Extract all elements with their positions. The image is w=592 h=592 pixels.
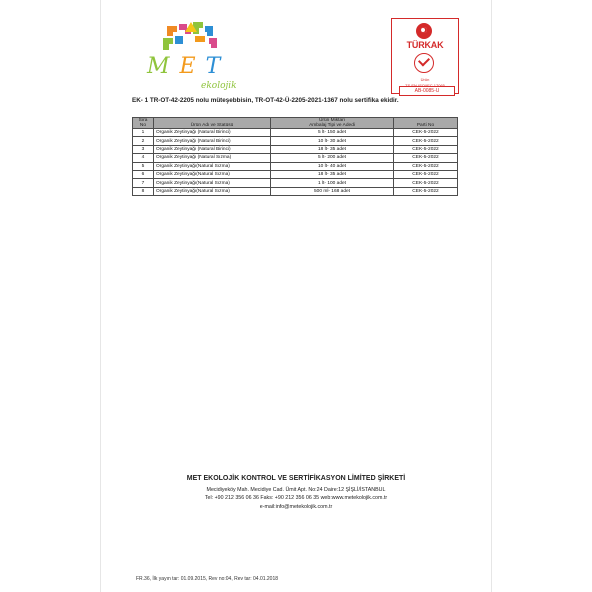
met-ekolojik-logo: [145, 18, 243, 91]
table-row: [133, 162, 458, 170]
cell-name: Organik Zeytinyağı(Natural Sızma): [154, 187, 271, 195]
table-row: [133, 187, 458, 195]
table-row: [133, 129, 458, 137]
table-row: [133, 170, 458, 178]
cell-qty: 500 ml- 168 adet: [271, 187, 394, 195]
logo-letter-m: M: [147, 54, 180, 79]
header-urun-adi: Ürün Adı ve Statüsü: [154, 118, 271, 129]
logo-letter-t: T: [205, 54, 231, 79]
badge-code: AB-0085-U: [399, 86, 455, 96]
company-address: Mecidiyeköy Mah. Mecidiye Cad. Ümit Apt. No:24 Daire:12 ŞİŞLİ/İSTANBUL: [206, 487, 386, 493]
cell-lot: CEK-5-2022: [394, 154, 458, 162]
cell-name: Organik Zeytinyağı (Natural Sızma): [154, 154, 271, 162]
logo-wordmark: [147, 54, 230, 79]
header-miktar-line1: Ürün Miktarı: [318, 118, 346, 123]
cell-no: 8: [133, 187, 154, 195]
logo-tagline: ekolojik: [201, 81, 237, 91]
cell-lot: CEK-5-2022: [394, 145, 458, 153]
cell-name: Organik Zeytinyağı (Natural Birinci): [154, 145, 271, 153]
badge-line-1: Ürün: [420, 77, 430, 82]
cell-no: 5: [133, 162, 154, 170]
cell-name: Organik Zeytinyağı (Natural Birinci): [154, 137, 271, 145]
document-heading: EK- 1 TR-OT-42-2205 nolu müteşebbisin, TR-OT-42-Ü-2205-2021-1367 nolu sertifika ekidir.: [132, 97, 399, 104]
checkmark-icon: [414, 53, 434, 73]
cell-no: 6: [133, 170, 154, 178]
cell-lot: CEK-5-2022: [394, 179, 458, 187]
cell-no: 4: [133, 154, 154, 162]
company-email: e-mail:info@metekolojik.com.tr: [259, 504, 333, 510]
cell-name: Organik Zeytinyağı(Natural Sızma): [154, 170, 271, 178]
cell-name: Organik Zeytinyağı(Natural Sızma): [154, 179, 271, 187]
cell-name: Organik Zeytinyağı (Natural Birinci): [154, 129, 271, 137]
product-table: [132, 117, 458, 196]
cell-no: 2: [133, 137, 154, 145]
turkish-flag-icon: [416, 23, 432, 39]
cell-lot: CEK-5-2022: [394, 129, 458, 137]
table-row: [133, 179, 458, 187]
cell-qty: 18 lt- 35 adet: [271, 145, 394, 153]
table-row: [133, 154, 458, 162]
cell-no: 1: [133, 129, 154, 137]
header-sira: [133, 118, 154, 129]
cell-qty: 5 lt- 200 adet: [271, 154, 394, 162]
cell-lot: CEK-5-2022: [394, 137, 458, 145]
cell-name: Organik Zeytinyağı(Natural Sızma): [154, 162, 271, 170]
header-miktar: [271, 118, 394, 129]
table-row: [133, 145, 458, 153]
badge-title: TÜRKAK: [406, 40, 444, 50]
cell-qty: 10 lt- 40 adet: [271, 162, 394, 170]
header-sira-line1: Sıra: [138, 118, 148, 123]
header-sira-line2: No: [139, 123, 147, 128]
table-header-row: [133, 118, 458, 129]
document-footer: FR.36, İlk yayın tar: 01.09.2015, Rev no:04, Rev tar: 04.01.2018: [136, 576, 279, 582]
company-name: MET EKOLOJİK KONTROL VE SERTİFİKASYON LİMİTED ŞİRKETİ: [186, 475, 406, 482]
cell-qty: 1 lt- 100 adet: [271, 179, 394, 187]
cell-no: 3: [133, 145, 154, 153]
cell-lot: CEK-5-2022: [394, 187, 458, 195]
cell-no: 7: [133, 179, 154, 187]
header-miktar-line2: Ambalaj Tipi ve Adedi: [309, 123, 355, 128]
header-parti-no: Parti No: [394, 118, 458, 129]
cell-qty: 18 lt- 35 adet: [271, 170, 394, 178]
company-contact: Tel: +90 212 356 06 36 Faks: +90 212 356 06 35 web:www.metekolojik.com.tr: [204, 495, 388, 501]
cell-qty: 5 lt- 150 adet: [271, 129, 394, 137]
document-page: [101, 0, 491, 592]
logo-letter-e: E: [179, 54, 206, 79]
cell-lot: CEK-5-2022: [394, 170, 458, 178]
cell-lot: CEK-5-2022: [394, 162, 458, 170]
turkak-accreditation-badge: [391, 18, 459, 94]
table-row: [133, 137, 458, 145]
cell-qty: 10 lt- 30 adet: [271, 137, 394, 145]
